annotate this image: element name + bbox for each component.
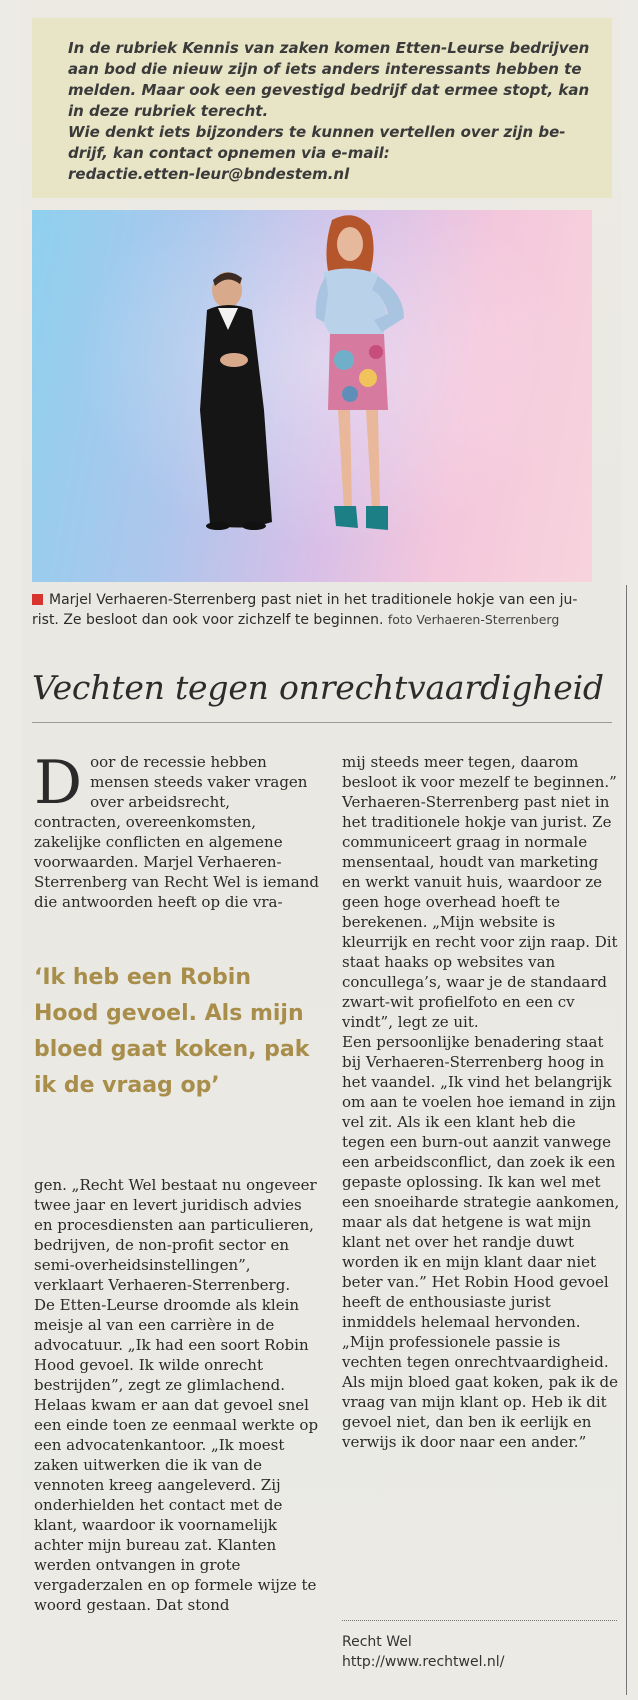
article-paragraph: Verhaeren-Sterrenberg past niet in het traditionele hokje van jurist. Ze communiceert graag in normale mensentaal, houdt van marketing en werkt vanuit huis, waardoor ze geen hoge overhead hoeft te berekenen. „Mijn website is kleurrijk en recht voor zijn raap. Dit staat haaks op websites van concullega’s, waar je de standaard zwart-wit profielfoto en een cv vindt”, legt ze uit. <box>342 793 618 1031</box>
article-paragraph: Een persoonlijke benadering staat bij Verhaeren-Sterrenberg hoog in het vaandel. „Ik vind het belangrijk om aan te voelen hoe iemand in zijn vel zit. Als ik een klant heb die tegen een burn-out aanzit vanwege een arbeidsconflict, dan zoek ik een gepaste oplossing. Ik kan wel met een snoeiharde strategie aankomen, maar als dat hetgene is wat mijn klant net over het randje duwt worden ik en mijn klant daar niet beter van.” Het Robin Hood gevoel heeft de enthousiaste jurist inmiddels helemaal hervonden. „Mijn professionele passie is vechten tegen onrechtvaardigheid. Als mijn bloed gaat koken, pak ik de vraag van mijn klant op. Heb ik dit gevoel niet, dan ben ik eerlijk en verwijs ik door naar een ander.” <box>342 1033 620 1451</box>
photo-credit: foto Verhaeren-Sterrenberg <box>387 612 560 627</box>
column-edge-line <box>626 585 627 1695</box>
intro-email: redactie.etten-leur@bndestem.nl <box>68 165 350 183</box>
company-name: Recht Wel <box>342 1634 412 1650</box>
article-photo <box>32 210 592 582</box>
pull-quote: ‘Ik heb een Robin Hood gevoel. Als mijn bloed gaat koken, pak ik de vraag op’ <box>34 965 310 1098</box>
headline-divider <box>32 722 612 723</box>
article-paragraph: gen. „Recht Wel bestaat nu ongeveer twee jaar en levert juridisch advies en procesdiensten aan particulieren, bedrijven, de non-profit sector en semi-overheidsinstellingen”, verklaart Verhaeren-Sterrenberg. <box>34 1176 317 1294</box>
article-headline: Vechten tegen onrechtvaardigheid <box>32 668 604 707</box>
intro-line: in deze rubriek terecht. <box>68 102 269 120</box>
footer-divider <box>342 1620 617 1621</box>
article-paragraph: mij steeds meer tegen, daarom besloot ik voor mezelf te beginnen.” <box>342 753 617 791</box>
intro-line: Wie denkt iets bijzonders te kunnen vertellen over zijn be- <box>68 123 566 141</box>
article-left-column <box>34 1175 319 1615</box>
caption-line-2: rist. Ze besloot dan ook voor zichzelf te beginnen. <box>32 612 384 628</box>
intro-paragraph-text: oor de recessie hebben mensen steeds vaker vragen over arbeidsrecht, contracten, overeenkomsten, zakelijke conflicten en algemene voorwaarden. Marjel Verhaeren-Sterrenberg van Recht Wel is iemand die antwoorden heeft op die vra- <box>34 753 319 911</box>
article-paragraph: Helaas kwam er aan dat gevoel snel een einde toen ze eenmaal werkte op een advocatenkantoor. „Ik moest zaken uitwerken die ik van de vennoten kreeg aangeleverd. Zij onderhielden het contact met de klant, waardoor ik voornamelijk achter mijn bureau zat. Klanten werden ontvangen in grote vergaderzalen en op formele wijze te woord gestaan. Dat stond <box>34 1396 319 1614</box>
photo-figures <box>32 210 592 582</box>
drop-cap: D <box>34 748 83 818</box>
intro-line: drijf, kan contact opnemen via e-mail: <box>68 144 390 162</box>
newspaper-page <box>22 0 622 1700</box>
article-paragraph: De Etten-Leurse droomde als klein meisje al van een carrière in de advocatuur. „Ik had een soort Robin Hood gevoel. Ik wilde onrecht bestrijden”, zegt ze glimlachend. <box>34 1296 309 1394</box>
intro-line: In de rubriek Kennis van zaken komen Etten-Leurse bedrijven <box>68 39 590 57</box>
intro-line: aan bod die nieuw zijn of iets anders interessants hebben te <box>68 60 582 78</box>
company-website[interactable]: http://www.rechtwel.nl/ <box>342 1654 505 1670</box>
intro-text <box>68 38 598 185</box>
woman-figure <box>316 215 404 530</box>
man-figure <box>200 272 272 530</box>
article-intro-paragraph <box>34 748 319 912</box>
intro-line: melden. Maar ook een gevestigd bedrijf dat ermee stopt, kan <box>68 81 590 99</box>
photo-caption <box>32 590 622 630</box>
caption-marker-icon <box>32 594 43 605</box>
caption-line-1: Marjel Verhaeren-Sterrenberg past niet in het traditionele hokje van een ju- <box>49 592 578 608</box>
article-right-column <box>342 752 620 1452</box>
